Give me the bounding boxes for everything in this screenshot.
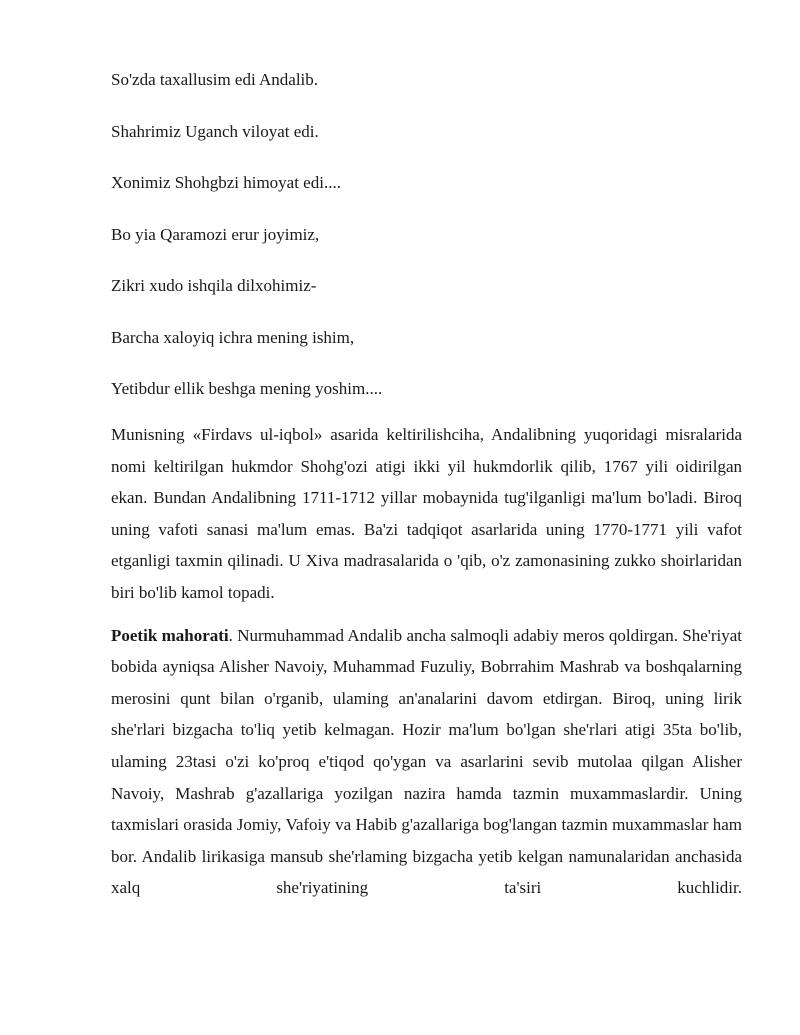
- paragraph-text: . Nurmuhammad Andalib ancha salmoqli adabiy meros qoldirgan. She'riyat bobida ayniqsa Alisher Navoiy, Muhammad Fuzuliy, Bobrrahim Mashrab va boshqalarning merosini qunt bilan o'rganib, ulaming an'analarini davom etdirgan. Biroq, uning lirik she'rlari bizgacha to'liq yetib kelmagan. Hozir ma'lum bo'lgan she'rlari atigi 35ta bo'lib, ulaming 23tasi o'zi ko'proq e'tiqod qo'ygan va asarlarini sevib mutolaa qilgan Alisher Navoiy, Mashrab g'azallariga yozilgan nazira hamda tazmin muxammaslardir. Uning taxmislari orasida Jomiy, Vafoiy va Habib g'azallariga bog'langan tazmin muxammaslar ham bor. Andalib lirikasiga mansub she'rlaming bizgacha yetib kelgan namunalaridan anchasida xalq she'riyatining ta'siri kuchlidir.: [111, 625, 742, 898]
- verse-line: Xonimiz Shohgbzi himoyat edi....: [111, 173, 341, 192]
- verse-line: Barcha xaloyiq ichra mening ishim,: [111, 327, 355, 347]
- verse-line: Bo yia Qaramozi erur joyimiz,: [111, 224, 320, 244]
- biography-paragraph: Munisning «Firdavs ul-iqbol» asarida keltirilishciha, Andalibning yuqoridagi misralarida nomi keltirilgan hukmdor Shohg'ozi atigi ikki yil hukmdorlik qilib, 1767 yili oidirilgan ekan. Bundan Andalibning 1711-1712 yillar mobaynida tug'ilganligi ma'lum bo'ladi. Biroq uning vafoti sanasi ma'lum emas. Ba'zi tadqiqot asarlarida uning 1770-1771 yili vafot etganligi taxmin qilinadi. U Xiva madrasalarida o 'qib, o'z zamonasining zukko shoirlaridan biri bo'lib kamol topadi.: [111, 425, 742, 602]
- verse-line: So'zda taxallusim edi Andalib.: [111, 70, 319, 89]
- verse-line: Zikri xudo ishqila dilxohimiz-: [111, 276, 317, 295]
- section-heading: Poetik mahorati: [111, 625, 229, 645]
- verse-line: Yetibdur ellik beshga mening yoshim....: [111, 379, 383, 398]
- verse-line: Shahrimiz Uganch viloyat edi.: [111, 121, 319, 141]
- poetic-skill-paragraph: [111, 620, 742, 904]
- document-page: [111, 70, 742, 915]
